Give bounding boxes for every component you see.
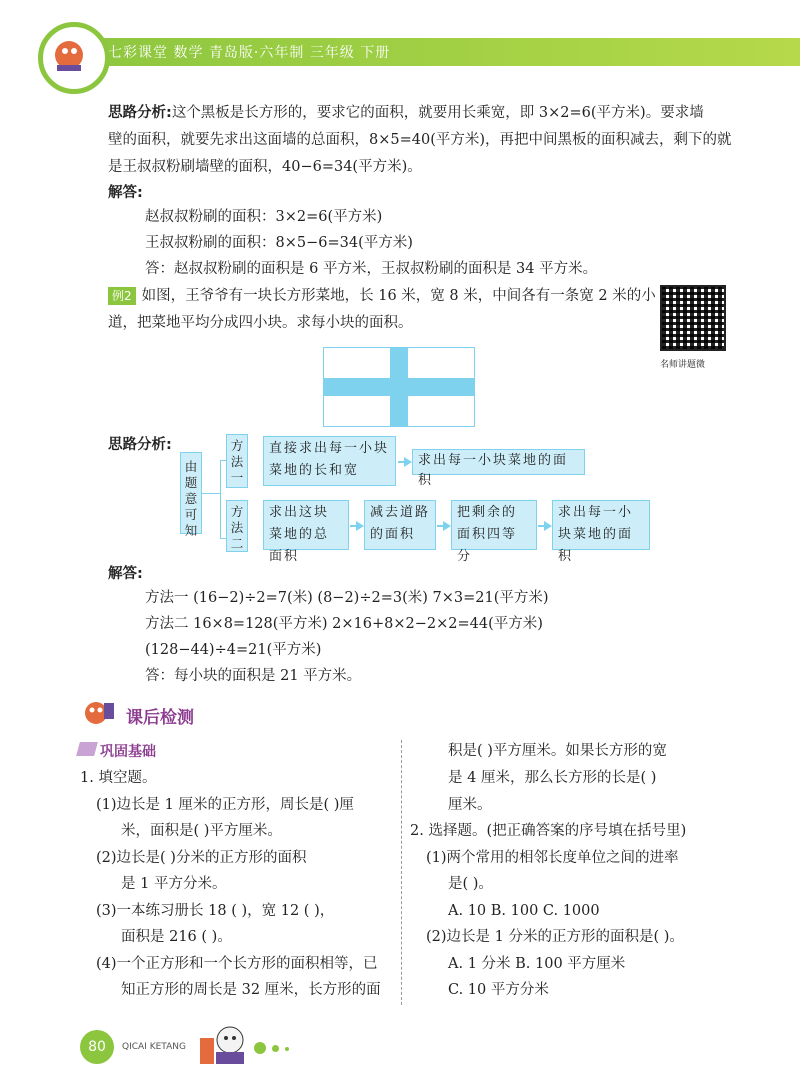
q1-4-line-5: 厘米。 <box>448 797 492 813</box>
q1-4-line-1: (4)一个正方形和一个长方形的面积相等，已 <box>96 956 378 972</box>
q2-2-options-2: C. 10 平方分米 <box>448 982 549 998</box>
flow-branch-connector <box>202 493 220 494</box>
q1-4-line-4: 是 4 厘米，那么长方形的长是( ) <box>448 770 657 786</box>
analysis-label: 思路分析: <box>108 105 172 121</box>
q2-2-line-1: (2)边长是 1 分米的正方形的面积是( )。 <box>426 929 684 945</box>
column-divider <box>401 740 402 1005</box>
analysis-paragraph <box>108 100 704 127</box>
q2-1-line-1: (1)两个常用的相邻长度单位之间的进率 <box>426 850 679 866</box>
answer-line-2: 王叔叔粉刷的面积：8×5−6=34(平方米) <box>145 235 413 251</box>
method-2-box: 方法二 <box>226 500 248 552</box>
q1-4-line-2: 知正方形的周长是 32 厘米，长方形的面 <box>121 982 381 998</box>
flow-label: 思路分析: <box>108 437 172 453</box>
example-2-line-2: 道，把菜地平均分成四小块。求每小块的面积。 <box>108 315 413 331</box>
footer-dot-2 <box>272 1045 279 1052</box>
q1-1-line-1: (1)边长是 1 厘米的正方形，周长是( )厘 <box>96 797 354 813</box>
subsection-title: 巩固基础 <box>100 744 156 760</box>
section-title: 课后检测 <box>126 708 194 728</box>
m2-step-1: 求出这块菜地的总面积 <box>263 500 349 550</box>
q1-3-line-2: 面积是 216 ( )。 <box>121 929 232 945</box>
answer-line-3: 答：赵叔叔粉刷的面积是 6 平方米，王叔叔粉刷的面积是 34 平方米。 <box>145 261 598 277</box>
analysis-line-3: 是王叔叔粉刷墙壁的面积，40−6=34(平方米)。 <box>108 159 422 175</box>
m2-step-3: 把剩余的面积四等分 <box>451 500 537 550</box>
qr-caption: 名师讲题微 <box>660 360 706 370</box>
q2-2-options-1: A. 1 分米 B. 100 平方厘米 <box>448 956 626 972</box>
header-title: 七彩课堂 数学 青岛版·六年制 三年级 下册 <box>108 45 391 61</box>
footer-brand: QICAI KETANG <box>122 1042 186 1052</box>
analysis-line-1: 这个黑板是长方形的，要求它的面积，就要用长乘宽，即 3×2=6(平方米)。要求墙 <box>171 105 704 121</box>
q1-2-line-2: 是 1 平方分米。 <box>121 876 227 892</box>
q1-1-line-2: 米，面积是( )平方厘米。 <box>121 823 282 839</box>
answer-2-line-2: 方法二 16×8=128(平方米) 2×16+8×2−2×2=44(平方米) <box>145 616 543 632</box>
q2-1-options: A. 10 B. 100 C. 1000 <box>448 903 600 919</box>
flow-root-box: 由题意可知 <box>180 452 202 534</box>
q2-1-line-2: 是( )。 <box>448 876 493 892</box>
answer-2-label: 解答: <box>108 566 143 582</box>
q1-title: 1. 填空题。 <box>80 770 157 786</box>
answer-2-line-3: (128−44)÷4=21(平方米) <box>145 642 322 658</box>
notebook-icon <box>76 742 98 756</box>
answer-line-1: 赵叔叔粉刷的面积：3×2=6(平方米) <box>145 209 383 225</box>
example-text-1: 如图，王爷爷有一块长方形菜地，长 16 米，宽 8 米，中间各有一条宽 2 米的小 <box>141 288 656 304</box>
arrow-m1 <box>398 461 410 463</box>
q1-4-line-3: 积是( )平方厘米。如果长方形的宽 <box>448 743 667 759</box>
arrow-m2-1 <box>350 525 362 527</box>
method-1-box: 方法一 <box>226 434 248 488</box>
footer-mascot-icon <box>196 1018 252 1066</box>
m1-step-1: 直接求出每一小块菜地的长和宽 <box>263 436 396 486</box>
answer-2-line-4: 答：每小块的面积是 21 平方米。 <box>145 668 362 684</box>
q2-title: 2. 选择题。(把正确答案的序号填在括号里) <box>410 823 687 839</box>
m2-step-2: 减去道路的面积 <box>364 500 436 550</box>
page-number: 80 <box>80 1030 114 1064</box>
example-badge: 例2 <box>108 287 136 305</box>
example-2-line-1 <box>108 283 656 310</box>
mascot-section-icon <box>78 697 118 729</box>
qr-code-icon[interactable] <box>660 285 726 351</box>
footer-dot-1 <box>254 1042 266 1054</box>
analysis-line-2: 壁的面积，就要先求出这面墙的总面积，8×5=40(平方米)，再把中间黑板的面积减去，剩下的就 <box>108 132 732 148</box>
arrow-m2-2 <box>437 525 449 527</box>
q1-2-line-1: (2)边长是( )分米的正方形的面积 <box>96 850 307 866</box>
arrow-m2-3 <box>538 525 550 527</box>
answer-label: 解答: <box>108 185 143 201</box>
horizontal-path <box>324 378 474 396</box>
footer-dot-3 <box>285 1047 289 1051</box>
mascot-logo-icon <box>38 22 110 94</box>
m1-step-2: 求出每一小块菜地的面积 <box>412 449 585 475</box>
vegetable-field-diagram <box>323 347 475 427</box>
m2-step-4: 求出每一小块菜地的面积 <box>552 500 650 550</box>
answer-2-line-1: 方法一 (16−2)÷2=7(米) (8−2)÷2=3(米) 7×3=21(平方米) <box>145 590 549 606</box>
q1-3-line-1: (3)一本练习册长 18 ( )，宽 12 ( )， <box>96 903 335 919</box>
flow-branch-vertical <box>220 460 221 538</box>
